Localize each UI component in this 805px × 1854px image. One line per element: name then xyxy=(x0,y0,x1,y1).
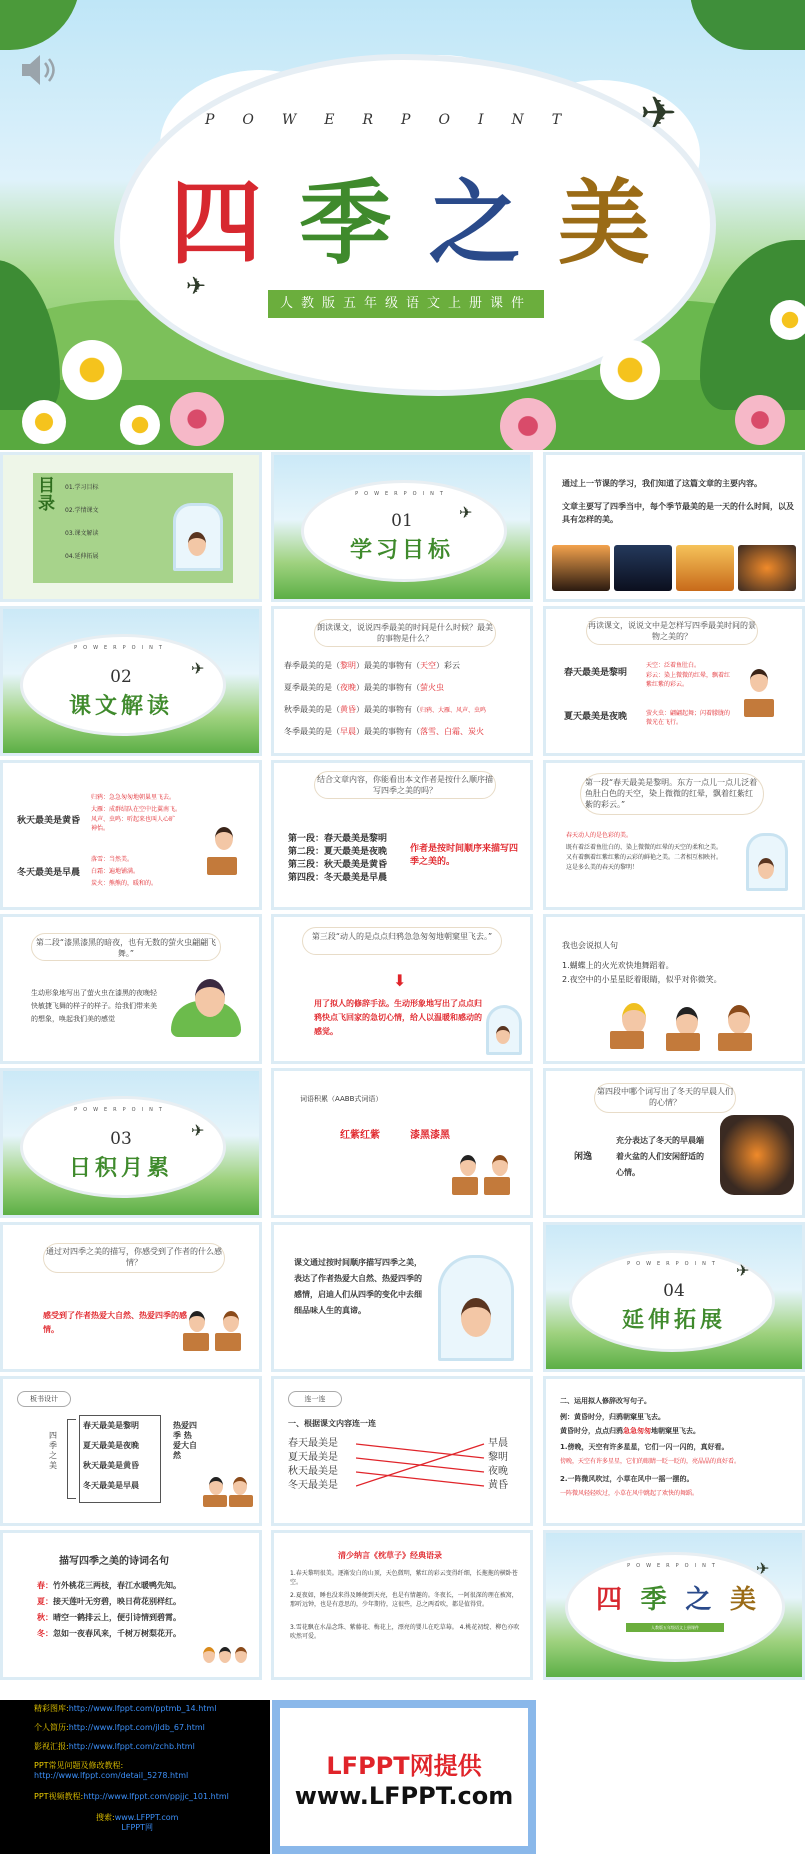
swallow-icon: ✈ xyxy=(640,88,677,139)
grass xyxy=(0,380,805,450)
toc-item: 03.课文解读 xyxy=(65,530,99,537)
desk-icon xyxy=(610,1031,644,1049)
match-left: 秋天最美是 xyxy=(288,1466,338,1477)
summary-text: 课文通过按时间顺序描写四季之美，表达了作者热爱大自然、热爱四季的感情，启迪人们从四季的变化中去细细品味人生的真谛。 xyxy=(294,1258,422,1315)
flower-icon xyxy=(170,392,224,446)
resource-link[interactable]: 影视汇报:http://www.lfppt.com/zchb.html xyxy=(34,1742,195,1751)
detail-line: 炭火：熊熊的，暖和的。 xyxy=(91,880,158,887)
kid-icon xyxy=(219,1647,231,1663)
girl-icon xyxy=(750,669,768,692)
window-girl-image xyxy=(746,833,788,891)
feeling-slide xyxy=(0,1222,262,1372)
board-design-slide xyxy=(0,1376,262,1526)
cover-title xyxy=(170,150,650,282)
bracket xyxy=(67,1419,76,1499)
ending-slide xyxy=(543,1530,805,1680)
fire-photo xyxy=(720,1115,794,1195)
match-left: 春天最美是 xyxy=(288,1438,338,1449)
desk-icon xyxy=(203,1495,227,1507)
desk-icon xyxy=(718,1033,752,1051)
section-slide-01 xyxy=(271,452,533,602)
example-line: 1.蝴蝶上的火光欢快地舞蹈着。 xyxy=(562,961,674,970)
analysis-text: 生动形象地写出了萤火虫在漆黑的夜晚轻快敏捷飞舞的样子的样子。给我们带来美的想象，唤起我们美的感觉 xyxy=(31,989,157,1023)
intro-line: 通过上一节课的学习，我们知道了这篇文章的主要内容。 xyxy=(562,479,762,488)
brand-card xyxy=(280,1708,528,1846)
keyword: 闲逸 xyxy=(574,1152,593,1162)
toc-slide xyxy=(0,452,262,602)
desk-icon xyxy=(229,1495,253,1507)
resource-links-panel xyxy=(0,1700,270,1854)
board-label: 板书设计 xyxy=(17,1391,71,1407)
ending-subtitle: 人教版五年级语文上册课件 xyxy=(626,1623,724,1632)
match-lines xyxy=(356,1439,486,1495)
match-left: 冬天最美是 xyxy=(288,1480,338,1491)
detail-line: 彩云：染上微微的红晕，飘着红紫红紫的彩云。 xyxy=(646,672,731,688)
question-bubble: 通过对四季之美的描写，你感受到了作者的什么感情？ xyxy=(43,1243,225,1273)
detail-line: 落雪：当然美。 xyxy=(91,856,134,863)
winter-question-slide xyxy=(543,1068,805,1218)
daisy-icon xyxy=(770,300,805,340)
kid-icon xyxy=(235,1647,247,1663)
example-line: 2.夜空中的小星星眨着眼睛，似乎对你微笑。 xyxy=(562,975,722,984)
paragraph-line: 第三段：秋天最美是黄昏 xyxy=(288,860,388,870)
intro-slide xyxy=(543,452,805,602)
kid-icon xyxy=(728,1005,750,1034)
toc-title: 目录 xyxy=(38,476,55,514)
kid-icon xyxy=(223,1311,239,1332)
paragraph-line: 第四段：冬天最美是早晨 xyxy=(288,873,388,883)
slide-heading: 我也会说拟人句 xyxy=(562,941,618,950)
flower-icon xyxy=(735,395,785,445)
swallow-icon: ✈ xyxy=(191,659,205,678)
analysis-title: 春天动人的是色彩的美。 xyxy=(566,832,633,839)
desk-icon xyxy=(183,1333,209,1351)
title-char: 美 xyxy=(729,1585,756,1615)
paragraph3-slide xyxy=(271,914,533,1064)
kid-icon xyxy=(203,1647,215,1663)
powerpoint-label: POWERPOINT xyxy=(74,1107,168,1113)
desk-icon xyxy=(452,1177,478,1195)
section-title: 课文解读 xyxy=(68,693,173,719)
fire-photo xyxy=(738,545,796,591)
ending-title xyxy=(596,1579,756,1616)
flower-icon xyxy=(500,398,556,450)
exercise-answer: 一阵微风轻轻吹过，小草在风中跳起了欢快的舞蹈。 xyxy=(560,1490,699,1497)
fill-row: 春季最美的是（黎明）最美的事物有（天空）彩云 xyxy=(284,661,460,670)
leaf-decoration xyxy=(0,260,60,410)
brand-panel xyxy=(272,1700,536,1854)
boy-icon xyxy=(215,827,233,850)
dawn-photo xyxy=(552,545,610,591)
down-arrow-icon: ⬇ xyxy=(393,971,407,990)
match-right: 黄昏 xyxy=(488,1480,508,1491)
swallow-icon: ✈ xyxy=(191,1121,205,1140)
section-number: 03 xyxy=(110,1129,132,1149)
conclusion-text: 作者是按时间顺序来描写四季之美的。 xyxy=(410,844,519,867)
slide-heading: 词语积累（AABB式词语） xyxy=(300,1095,383,1103)
exercise-question: 1.傍晚，天空有许多星星，它们一闪一闪的，真好看。 xyxy=(560,1443,729,1451)
word-item: 漆黑漆黑 xyxy=(410,1130,450,1141)
paragraph-line: 第一段：春天最美是黎明 xyxy=(288,834,388,844)
girl-icon xyxy=(496,1026,510,1044)
powerpoint-label: POWERPOINT xyxy=(205,112,590,128)
quote-paragraph: 1.春天黎明很美。逐渐发白的山顶，天色微明，紫红的彩云变得纤细，长拖拖的横卧苍空。 xyxy=(290,1570,518,1586)
powerpoint-label: POWERPOINT xyxy=(74,645,168,651)
fill-row: 冬季最美的是（早晨）最美的事物有（落雪、白霜、炭火 xyxy=(284,727,484,736)
fill-row: 夏季最美的是（夜晚）最美的事物有（萤火虫 xyxy=(284,683,444,692)
board-row: 夏天最美是夜晚 xyxy=(83,1441,139,1450)
question-bubble: 朗读课文，说说四季最美的时间是什么时候？最美的事物是什么？ xyxy=(314,619,496,647)
season-heading: 秋天最美是黄昏 xyxy=(17,816,81,826)
kid-icon xyxy=(233,1477,247,1495)
powerpoint-label: POWERPOINT xyxy=(627,1261,721,1267)
quote-bubble: 第三段“动人的是点点归鸦急急匆匆地朝窠里飞去。” xyxy=(302,927,502,955)
quotes-slide xyxy=(271,1530,533,1680)
match-left: 夏天最美是 xyxy=(288,1452,338,1463)
detail-line: 风声、虫鸣：听起来也叫人心旷神怡。 xyxy=(91,816,176,832)
exercise-title: 一、根据课文内容连一连 xyxy=(288,1419,376,1428)
paragraph1-slide xyxy=(543,760,805,910)
season-heading: 冬天最美是早晨 xyxy=(17,868,81,878)
section-number: 01 xyxy=(391,511,413,531)
detail-line: 天空：泛着鱼肚白。 xyxy=(646,662,701,669)
night-photo xyxy=(614,545,672,591)
season-heading: 夏天最美是夜晚 xyxy=(564,712,628,722)
kid-icon xyxy=(460,1155,476,1176)
leaf-decoration xyxy=(690,0,805,50)
toc-item: 04.延伸拓展 xyxy=(65,553,99,560)
brand-url[interactable]: www.LFPPT.com xyxy=(294,1782,514,1810)
section-slide-03 xyxy=(0,1068,262,1218)
girl-icon xyxy=(461,1298,491,1337)
section-title: 学习目标 xyxy=(349,537,454,563)
example-line: 黄昏时分，点点归鸦急急匆匆地朝窠里飞去。 xyxy=(560,1427,700,1435)
summary-slide xyxy=(271,1222,533,1372)
personification-slide xyxy=(543,914,805,1064)
daisy-icon xyxy=(120,405,160,445)
girl-icon xyxy=(758,858,774,879)
kid-icon xyxy=(189,1311,205,1332)
slide-heading: 描写四季之美的诗词名句 xyxy=(59,1556,169,1567)
board-row: 秋天最美是黄昏 xyxy=(83,1461,139,1470)
quote-paragraph: 3.雪花飘在水晶念珠、紫藤花、梅花上，漂亮的婴儿在吃草莓。 4.桃花初绽、柳色亦吹吹然可爱。 xyxy=(290,1624,520,1640)
daisy-icon xyxy=(62,340,122,400)
window-girl-image xyxy=(173,503,223,571)
title-char: 四 xyxy=(596,1585,623,1615)
match-line xyxy=(356,1444,484,1486)
detail-line: 白霜：遍地铺满。 xyxy=(91,868,140,875)
words-slide xyxy=(271,1068,533,1218)
daisy-icon xyxy=(600,340,660,400)
match-right: 早晨 xyxy=(488,1438,508,1449)
question-bubble: 再读课文，说说文中是怎样写四季最美时间的景物之美的？ xyxy=(586,617,758,645)
intro-line: 文章主要写了四季当中，每个季节最美的是一天的什么时间，以及具有怎样的美。 xyxy=(562,502,794,524)
matching-slide xyxy=(271,1376,533,1526)
swallow-icon: ✈ xyxy=(736,1261,750,1280)
girl-icon xyxy=(188,532,206,556)
word-item: 红紫红紫 xyxy=(340,1130,380,1141)
match-right: 黎明 xyxy=(488,1452,508,1463)
question-bubble: 结合文章内容，你能看出本文作者是按什么顺序描写四季之美的吗？ xyxy=(314,771,496,799)
kid-icon xyxy=(676,1007,698,1036)
title-char: 季 xyxy=(640,1585,667,1615)
section-cloud xyxy=(304,483,504,579)
question-bubble: 第四段中哪个词写出了冬天的早晨人们的心情？ xyxy=(594,1083,736,1113)
analysis-text: 用了拟人的修辞手法。生动形象地写出了点点归鸦快点飞回家的急切心情，给人以温暖和感动的感觉。 xyxy=(314,999,482,1036)
poem-line: 秋：晴空一鹤排云上，便引诗情到碧霄。 xyxy=(37,1613,181,1622)
title-char: 美 xyxy=(557,169,650,277)
powerpoint-label: POWERPOINT xyxy=(355,491,449,497)
exercise-title: 二、运用拟人修辞改写句子。 xyxy=(560,1397,651,1405)
section-number: 02 xyxy=(110,667,132,687)
fill-row: 秋季最美的是（黄昏）最美的事物有（归鸦、大雁、风声、虫鸣 xyxy=(284,705,487,714)
title-char: 之 xyxy=(428,169,521,277)
toc-item: 01.学习目标 xyxy=(65,484,99,491)
title-char: 季 xyxy=(299,169,392,277)
question-slide xyxy=(543,606,805,756)
brand-name: LFPPT网提供 xyxy=(326,1752,482,1780)
resource-link[interactable]: 个人简历:http://www.lfppt.com/jldb_67.html xyxy=(34,1723,205,1732)
detail-line: 归鸦：急急匆匆地朝巢里飞去。 xyxy=(91,794,176,801)
match-right: 夜晚 xyxy=(488,1466,508,1477)
section-slide-04 xyxy=(543,1222,805,1372)
poem-line: 冬：忽如一夜春风来，千树万树梨花开。 xyxy=(37,1629,181,1638)
toc-item: 02.学情课文 xyxy=(65,507,99,514)
section-title: 延伸拓展 xyxy=(621,1307,726,1333)
cover-subtitle: 人教版五年级语文上册课件 xyxy=(268,290,544,318)
window-girl-image xyxy=(486,1005,522,1055)
match-line xyxy=(356,1444,484,1458)
poem-line: 夏：接天莲叶无穷碧，映日荷花别样红。 xyxy=(37,1597,181,1606)
title-char: 四 xyxy=(170,169,263,277)
section-slide-02 xyxy=(0,606,262,756)
analysis-text: 既有着泛着鱼肚白的、染上微微的红晕的天空的柔和之美。又有着飘着红紫红紫的云彩的鲜艳之美。二者相互相映衬。这是多么美的春天的黎明！ xyxy=(566,844,723,871)
section-title: 日积月累 xyxy=(68,1155,173,1181)
detail-line: 萤火虫：翩翩起舞；闪着朦胧的微光在飞行。 xyxy=(646,710,731,726)
paragraph-line: 第二段：夏天最美是夜晚 xyxy=(288,847,388,857)
rewrite-slide xyxy=(543,1376,805,1526)
swallow-icon: ✈ xyxy=(459,503,473,522)
resource-link[interactable]: PPT常见问题及修改教程: http://www.lfppt.com/detail_5278.html xyxy=(34,1761,189,1780)
board-theme: 热爱四季 热爱大自然 xyxy=(173,1421,197,1460)
desk-icon xyxy=(215,1333,241,1351)
resource-link[interactable]: 精彩图库:http://www.lfppt.com/pptmb_14.html xyxy=(34,1704,217,1713)
question-slide xyxy=(271,606,533,756)
exercise-question: 2.一阵微风吹过，小草在风中一摇一摆的。 xyxy=(560,1475,694,1483)
example-line: 例：黄昏时分，归鸦朝窠里飞去。 xyxy=(560,1413,665,1421)
leaf-decoration xyxy=(0,0,80,50)
quote-bubble: 第二段“漆黑漆黑的暗夜，也有无数的萤火虫翩翩飞舞。” xyxy=(31,933,221,961)
desk-icon xyxy=(484,1177,510,1195)
daisy-icon xyxy=(22,400,66,444)
exercise-label: 连一连 xyxy=(288,1391,342,1407)
desk-icon xyxy=(207,857,237,875)
window-girl-image xyxy=(438,1255,514,1361)
section-number: 04 xyxy=(663,1281,685,1301)
order-slide xyxy=(271,760,533,910)
powerpoint-label: POWERPOINT xyxy=(627,1563,721,1569)
kid-icon xyxy=(622,1003,646,1034)
exercise-answer: 傍晚，天空有许多星星，它们的眼睛一眨一眨的，亮晶晶的真好看。 xyxy=(560,1458,741,1465)
title-char: 之 xyxy=(685,1585,712,1615)
poem-line: 春：竹外桃花三两枝，春江水暖鸭先知。 xyxy=(37,1581,181,1590)
cover-slide xyxy=(0,0,805,450)
dusk-photo xyxy=(676,545,734,591)
answer-text: 感受到了作者热爱大自然、热爱四季的感情。 xyxy=(43,1311,187,1334)
kid-icon xyxy=(209,1477,223,1495)
poems-slide xyxy=(0,1530,262,1680)
board-row: 冬天最美是早晨 xyxy=(83,1481,139,1490)
desk-icon xyxy=(744,699,774,717)
season-heading: 春天最美是黎明 xyxy=(564,668,628,678)
kid-icon xyxy=(492,1155,508,1176)
quote-paragraph: 2.夏夜如，睡也没来得及睡便到天亮，也是有情趣的。冬夜长，一阿很深的理在被窝，那听远钟，也是有意思的，少年期待，这很些，总之两看吹，都是值得赏。 xyxy=(290,1592,518,1608)
desk-icon xyxy=(666,1033,700,1051)
resource-link[interactable]: PPT视频教程:http://www.lfppt.com/ppjjc_101.html xyxy=(34,1792,229,1801)
board-vertical-title: 四季之美 xyxy=(49,1431,57,1470)
paragraph2-slide xyxy=(0,914,262,1064)
autumn-winter-slide xyxy=(0,760,262,910)
quote-bubble: 第一段“春天最美是黎明。东方一点儿一点儿泛着鱼肚白色的天空，染上微微的红晕，飘着红紫红紫的彩云。” xyxy=(580,773,764,815)
answer-text: 充分表达了冬天的早晨端着火盆的人们安闲舒适的心情。 xyxy=(616,1136,704,1177)
boy-icon xyxy=(195,979,225,1017)
speaker-icon[interactable] xyxy=(18,50,58,90)
board-row: 春天最美是黎明 xyxy=(83,1421,139,1430)
slide-heading: 清少纳言《枕草子》经典语录 xyxy=(338,1551,442,1560)
detail-line: 大雁：成群结队在空中比翼南飞。 xyxy=(91,806,182,813)
swallow-icon: ✈ xyxy=(186,272,207,300)
swallow-icon: ✈ xyxy=(756,1559,770,1578)
match-line xyxy=(356,1472,484,1486)
search-link[interactable]: 搜索:www.LFPPT.com LFPPT网 xyxy=(96,1813,179,1832)
